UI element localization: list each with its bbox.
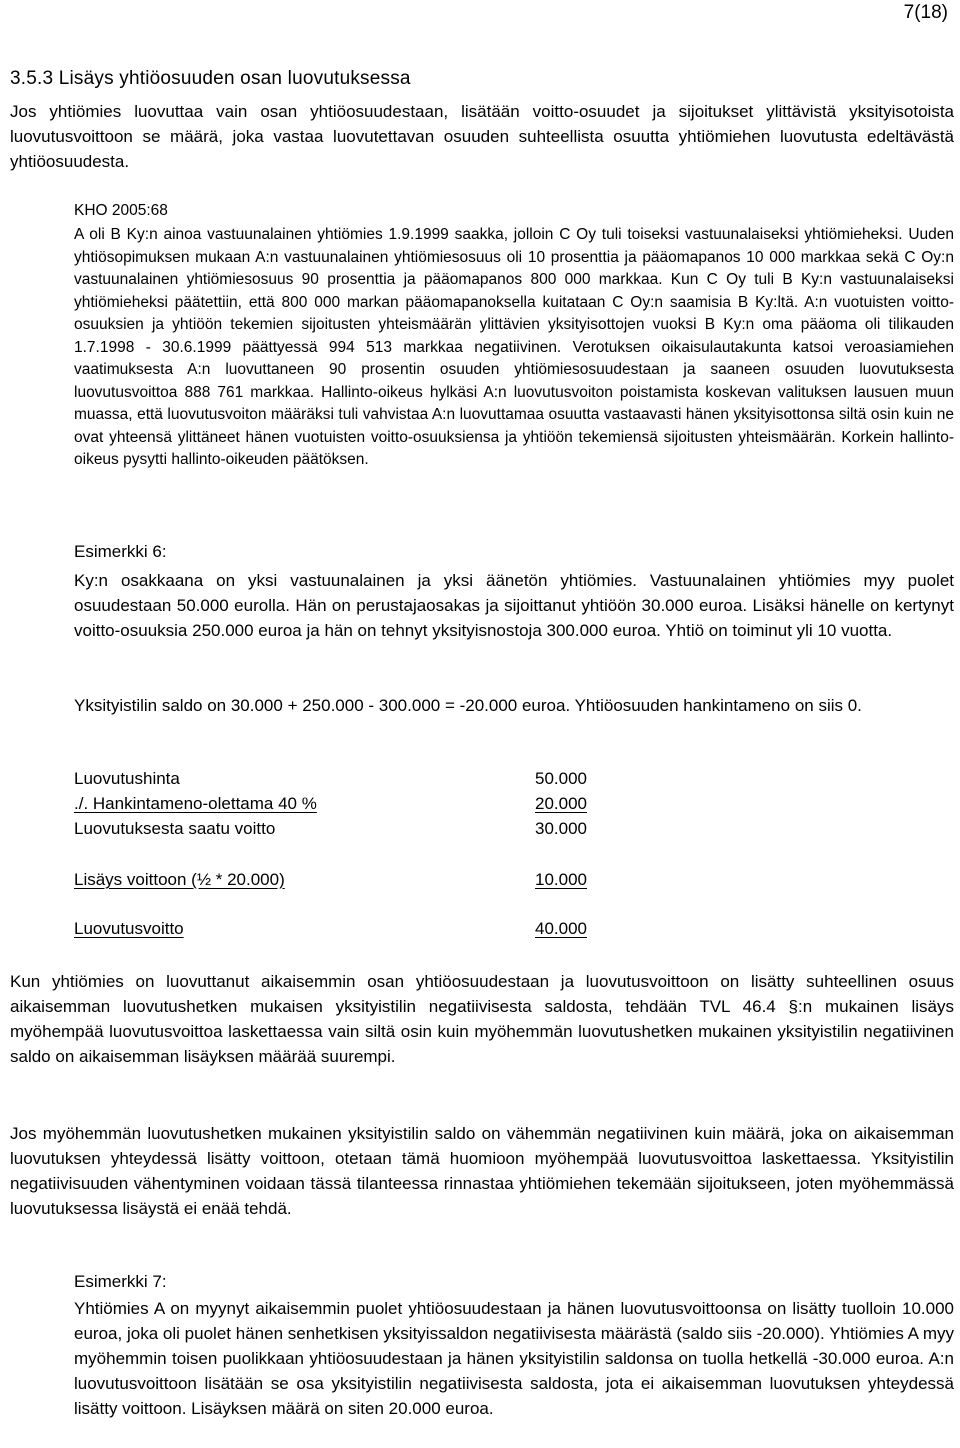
page-number: 7(18)	[903, 2, 948, 23]
paragraph-later-transfer: Jos myöhemmän luovutushetken mukainen yksityistilin saldo on vähemmän negatiivinen kuin määrä, joka on aikaisemman luovutuksen yhteydessä lisätty voittoon, otetaan tämä huomioon myöhempää luovutusvoittoa laskettaessa. Yksityistilin negatiivisuuden vähentyminen voidaan tässä tilanteessa rinnastaa yhtiömiehen tekemään sijoitukseen, joten myöhemmässä luovutuksessa lisäystä ei enää tehdä.	[10, 1124, 954, 1218]
case-description: A oli B Ky:n ainoa vastuunalainen yhtiömies 1.9.1999 saakka, jolloin C Oy tuli toiseksi vastuunalaiseksi yhtiömieheksi. Uuden yhtiösopimuksen mukaan A:n vastuunalainen yhtiömiesosuus oli 10 prosenttia ja pääomapanos 10 000 markkaa sekä C Oy:n vastuunalainen yhtiömiesosuus 90 prosenttia ja pääomapanos 800 000 markkaa. Kun C Oy tuli B Ky:n vastuunalaiseksi yhtiömieheksi päätettiin, että 800 000 markan pääomapanoksella kuitataan C Oy:n saamisia B Ky:ltä. A:n vuotuisten voitto-osuuksien ja yhtiöön tekemien sijoitusten yhteismäärän ylittävien yksityisottojen vuoksi B Ky:n oma pääoma oli tilikauden 1.7.1998 - 30.6.1999 päättyessä 994 513 markkaa negatiivinen. Verotuksen oikaisulautakunta katsoi veroasiamiehen vaatimuksesta A:n luovuttaneen 90 prosentin osuuden yhtiömiesosuudestaan ja saaneen osuuden luovutuksesta luovutusvoittoa 888 761 markkaa. Hallinto-oikeus hylkäsi A:n luovutusvoiton poistamista koskevan valituksen lausuen muun muassa, että luovutusvoiton määräksi tuli vahvistaa A:n luovuttamaa osuutta vastaavasti hänen yksityisottonsa siltä osin kuin ne ovat yhteensä ylittäneet hänen vuotuisten voitto-osuuksiensa ja yhtiöön tekemiensä sijoitusten yhteismäärän. Korkein hallinto-oikeus pysytti hallinto-oikeuden päätöksen.	[74, 226, 954, 468]
calc-row-luovutushinta	[74, 769, 587, 794]
calc-value: 30.000	[535, 819, 587, 838]
example-7-text: Yhtiömies A on myynyt aikaisemmin puolet yhtiöosuudestaan ja hänen luovutusvoittoonsa on lisätty tuolloin 10.000 euroa, joka oli puolet hänen senhetkisen yksityissaldon negatiivisesta määrästä (saldo siis -20.000). Yhtiömies A myy myöhemmin toisen puolikkaan yhtiöosuudestaan ja hänen yksityistilin saldonsa on tuolla hetkellä -30.000 euroa. A:n luovutusvoittoon lisätään se osa yksityistilin negatiivisesta saldosta, jota ei aikaisemman luovutuksen yhteydessä lisätty voittoon. Lisäyksen määrä on siten 20.000 euroa.	[74, 1299, 954, 1418]
saldo-paragraph: Yksityistilin saldo on 30.000 + 250.000 - 300.000 = -20.000 euroa. Yhtiöosuuden hankintameno on siis 0.	[74, 696, 862, 715]
paragraph-previous-transfer: Kun yhtiömies on luovuttanut aikaisemmin osan yhtiöosuudestaan ja luovutusvoittoon on lisätty suhteellinen osuus aikaisemman luovutushetken mukaisen yksityistilin negatiivisesta saldosta, tehdään TVL 46.4 §:n mukainen lisäys myöhempää luovutusvoittoa laskettaessa vain siltä osin kuin myöhemmän luovutushetken mukainen yksityistilin negatiivinen saldo on aikaisemman lisäyksen määrää suurempi.	[10, 972, 954, 1066]
calc-row-hankintameno	[74, 794, 587, 819]
calc-value: 40.000	[535, 919, 587, 938]
example-6-heading: Esimerkki 6:	[74, 542, 167, 561]
calc-value: 20.000	[535, 794, 587, 813]
calc-label: Luovutushinta	[74, 769, 180, 788]
calc-value: 50.000	[535, 769, 587, 788]
calc-label: ./. Hankintameno-olettama 40 %	[74, 794, 317, 813]
calc-label: Luovutuksesta saatu voitto	[74, 819, 276, 838]
section-heading: 3.5.3 Lisäys yhtiöosuuden osan luovutuksessa	[10, 68, 411, 89]
intro-paragraph: Jos yhtiömies luovuttaa vain osan yhtiöosuudestaan, lisätään voitto-osuudet ja sijoitukset ylittävistä yksityisotoista luovutusvoittoon se määrä, joka vastaa luovutettavan osuuden suhteellista osuutta yhtiömiehen luovutusta edeltävästä yhtiöosuudesta.	[10, 102, 954, 171]
calc-label: Lisäys voittoon (½ * 20.000)	[74, 870, 285, 889]
calc-row-lisays	[74, 870, 587, 895]
calc-row-voitto	[74, 819, 587, 844]
calc-row-luovutusvoitto	[74, 919, 587, 944]
calc-value: 10.000	[535, 870, 587, 889]
example-6-text: Ky:n osakkaana on yksi vastuunalainen ja yksi äänetön yhtiömies. Vastuunalainen yhtiömies myy puolet osuudestaan 50.000 eurolla. Hän on perustajaosakas ja sijoittanut yhtiöön 30.000 euroa. Lisäksi hänelle on kertynyt voitto-osuuksia 250.000 euroa ja hän on tehnyt yksityisnostoja 300.000 euroa. Yhtiö on toiminut yli 10 vuotta.	[74, 571, 954, 640]
example-7-heading: Esimerkki 7:	[74, 1272, 167, 1291]
case-reference: KHO 2005:68	[74, 202, 168, 219]
calc-label: Luovutusvoitto	[74, 919, 184, 938]
